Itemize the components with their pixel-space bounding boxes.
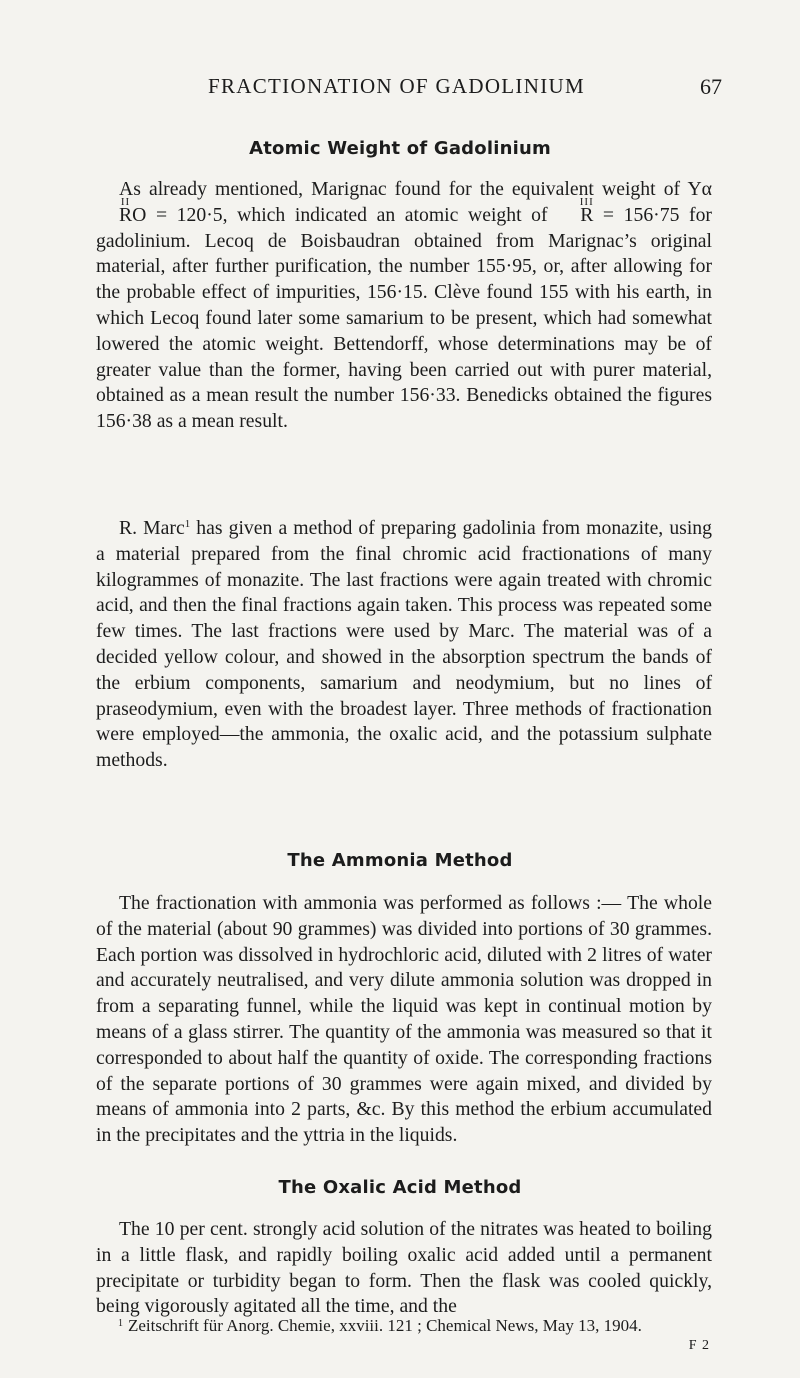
paragraph-atomic-weight-2 (96, 512, 712, 774)
text-run: R. Marc (119, 517, 185, 539)
text-run: O = 120·5, which indicated an atomic weight of (132, 203, 558, 226)
formula-r-divalent: II R (96, 203, 132, 229)
footnote-marker: 1 (184, 518, 191, 530)
paragraph-atomic-weight-1 (96, 177, 712, 435)
footnote-number: 1 (118, 1318, 123, 1329)
footnote-text: Zeitschrift für Anorg. Chemie, xxviii. 121 ; Chemical News, May 13, 1904. (128, 1316, 642, 1335)
formula-r-trivalent: III R (557, 203, 593, 229)
page-number: 67 (700, 74, 722, 99)
footnote (118, 1314, 718, 1336)
section-heading-atomic-weight: Atomic Weight of Gadolinium (249, 138, 551, 159)
text-run: As already mentioned, Marignac found for the equivalent weight of Yα (119, 178, 712, 200)
paragraph-ammonia: The fractionation with ammonia was performed as follows :— The whole of the material (about 90 grammes) was divided into portions of 30 grammes. Each portion was dissolved in hydrochloric acid, diluted with 2 litres of water and accurately neutralised, and very dilute ammonia solution was dropped in from a separating funnel, while the liquid was kept in continual motion by means of a glass stirrer. The quantity of the ammonia was measured so that it corresponded to about half the quantity of oxide. The corresponding fractions of the separate portions of 30 grammes were again mixed, and divided by means of ammonia into 2 parts, &c. By this method the erbium accumulated in the precipitates and the yttria in the liquids. (96, 892, 712, 1147)
paragraph-oxalic: The 10 per cent. strongly acid solution of the nitrates was heated to boiling in a little flask, and rapidly boiling oxalic acid added until a permanent precipitate or turbidity began to form. Then the flask was cooled quickly, being vigorously agitated all the time, and the (96, 1218, 712, 1318)
running-head-title: FRACTIONATION OF GADOLINIUM (208, 74, 585, 98)
section-heading-ammonia: The Ammonia Method (287, 850, 513, 871)
running-head (0, 74, 800, 104)
text-run: has given a method of preparing gadolinia from monazite, using a material prepared from the final chromic acid fractionations of many kilogrammes of monazite. The last fractions were again treated with chromic acid, and then the final fractions again taken. This process was repeated some few times. The last fractions were used by Marc. The material was of a decided yellow colour, and showed in the absorption spectrum the bands of the erbium components, samarium and neodymium, but no lines of praseodymium, even with the broadest layer. Three methods of fractionation were employed—the ammonia, the oxalic acid, and the potassium sulphate methods. (96, 517, 712, 772)
section-heading-oxalic: The Oxalic Acid Method (278, 1177, 522, 1198)
signature-mark: F 2 (688, 1338, 710, 1353)
text-run: = 156·75 for gadolinium. Lecoq de Boisbaudran obtained from Marignac’s original material, after further purification, the number 155·95, or, after allowing for the probable effect of impurities, 156·15. Clève found 155 with his earth, in which Lecoq found later some samarium to be present, which had somewhat lowered the atomic weight. Bettendorff, whose determinations may be of greater value than the former, having been carried out with purer material, obtained as a mean result the number 156·33. Benedicks obtained the figures 156·38 as a mean result. (96, 203, 712, 433)
